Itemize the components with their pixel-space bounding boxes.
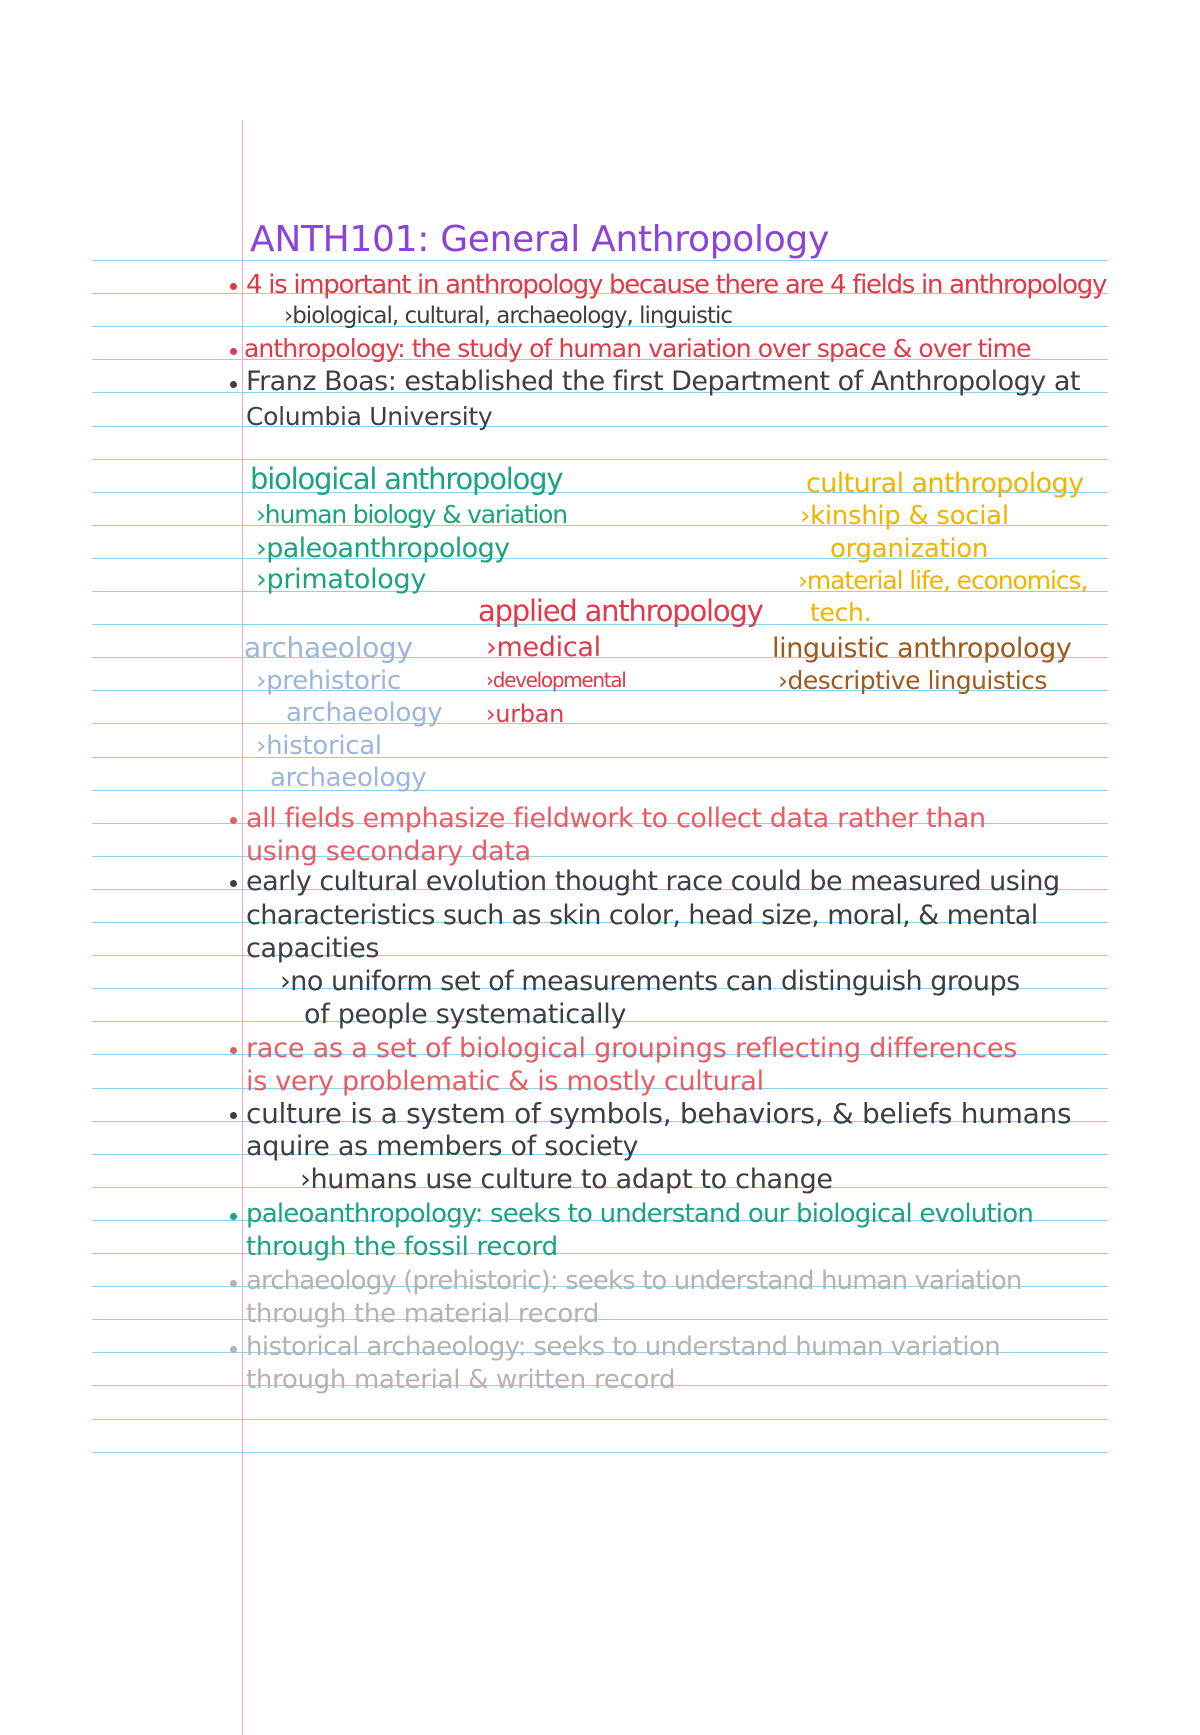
- note-arch-line-1: archaeology (prehistoric): seeks to understand human variation: [246, 1266, 1022, 1296]
- bullet-dot: [230, 1047, 237, 1054]
- field-cultural-item: ›kinship & social: [800, 501, 1009, 531]
- bullet-dot: [230, 817, 237, 824]
- field-cultural-item: ›material life, economics,: [798, 566, 1088, 595]
- note-boas-line-1: Franz Boas: established the first Department of Anthropology at: [246, 366, 1081, 397]
- field-applied-item: ›developmental: [486, 668, 626, 692]
- field-cultural-heading: cultural anthropology: [806, 468, 1084, 499]
- field-archaeology-item: archaeology: [286, 698, 443, 728]
- ruled-line: [92, 757, 1108, 758]
- bullet-dot: [230, 1213, 237, 1220]
- ruled-line: [92, 426, 1108, 427]
- ruled-line: [92, 1419, 1108, 1420]
- field-archaeology-item: archaeology: [270, 763, 427, 793]
- bullet-dot: [230, 1112, 237, 1119]
- field-biological-item: ›primatology: [256, 564, 427, 595]
- field-applied-item: ›urban: [486, 700, 565, 728]
- note-paleo-line-1: paleoanthropology: seeks to understand our biological evolution: [246, 1199, 1034, 1229]
- note-uniform-line-1: ›no uniform set of measurements can distinguish groups: [280, 966, 1020, 997]
- field-linguistic-heading: linguistic anthropology: [772, 633, 1072, 664]
- note-hist-line-2: through material & written record: [246, 1365, 676, 1395]
- note-race-line-2: is very problematic & is mostly cultural: [246, 1066, 764, 1097]
- ruled-line: [92, 955, 1108, 956]
- field-linguistic-item: ›descriptive linguistics: [778, 666, 1047, 695]
- note-hist-line-1: historical archaeology: seeks to understand human variation: [246, 1332, 1001, 1362]
- ruled-line: [92, 260, 1108, 261]
- ruled-line: [92, 723, 1108, 724]
- note-definition: anthropology: the study of human variation over space & over time: [244, 334, 1031, 363]
- field-biological-item: ›paleoanthropology: [256, 533, 510, 564]
- note-boas-line-2: Columbia University: [246, 402, 493, 431]
- bullet-dot: [230, 880, 237, 887]
- field-biological-heading: biological anthropology: [250, 462, 563, 496]
- field-archaeology-item: ›historical: [256, 731, 382, 761]
- ruled-line: [92, 1452, 1108, 1453]
- field-applied-heading: applied anthropology: [478, 594, 763, 628]
- note-culture-line-2: aquire as members of society: [246, 1131, 639, 1162]
- field-biological-item: ›human biology & variation: [256, 500, 567, 529]
- note-early-line-2: characteristics such as skin color, head size, moral, & mental: [246, 900, 1038, 931]
- field-applied-item: ›medical: [486, 632, 601, 663]
- field-archaeology-item: ›prehistoric: [256, 666, 401, 696]
- note-culture-line-3: ›humans use culture to adapt to change: [300, 1164, 833, 1195]
- ruled-line: [92, 1319, 1108, 1320]
- note-four-fields: 4 is important in anthropology because there are 4 fields in anthropology: [246, 270, 1107, 300]
- ruled-line: [92, 790, 1108, 791]
- ruled-line: [92, 1253, 1108, 1254]
- note-four-fields-list: ›biological, cultural, archaeology, linguistic: [284, 303, 733, 329]
- bullet-dot: [230, 348, 237, 355]
- bullet-dot: [230, 283, 237, 290]
- field-cultural-item: organization: [830, 534, 989, 564]
- note-culture-line-1: culture is a system of symbols, behaviors, & beliefs humans: [246, 1097, 1072, 1130]
- bullet-dot: [230, 1346, 237, 1353]
- page-title: ANTH101: General Anthropology: [250, 219, 829, 260]
- note-arch-line-2: through the material record: [246, 1299, 600, 1329]
- ruled-line: [92, 459, 1108, 460]
- note-uniform-line-2: of people systematically: [304, 999, 627, 1030]
- note-fieldwork-line-2: using secondary data: [246, 836, 531, 867]
- note-early-line-3: capacities: [246, 933, 380, 964]
- note-paleo-line-2: through the fossil record: [246, 1232, 558, 1262]
- note-early-line-1: early cultural evolution thought race could be measured using: [246, 866, 1060, 897]
- bullet-dot: [230, 1280, 237, 1287]
- field-cultural-item: tech.: [810, 598, 872, 627]
- ruled-line: [92, 856, 1108, 857]
- note-fieldwork-line-1: all fields emphasize fieldwork to collect data rather than: [246, 803, 986, 834]
- note-race-line-1: race as a set of biological groupings reflecting differences: [246, 1033, 1018, 1064]
- field-archaeology-heading: archaeology: [244, 631, 413, 664]
- bullet-dot: [230, 381, 237, 388]
- margin-line: [242, 120, 243, 1735]
